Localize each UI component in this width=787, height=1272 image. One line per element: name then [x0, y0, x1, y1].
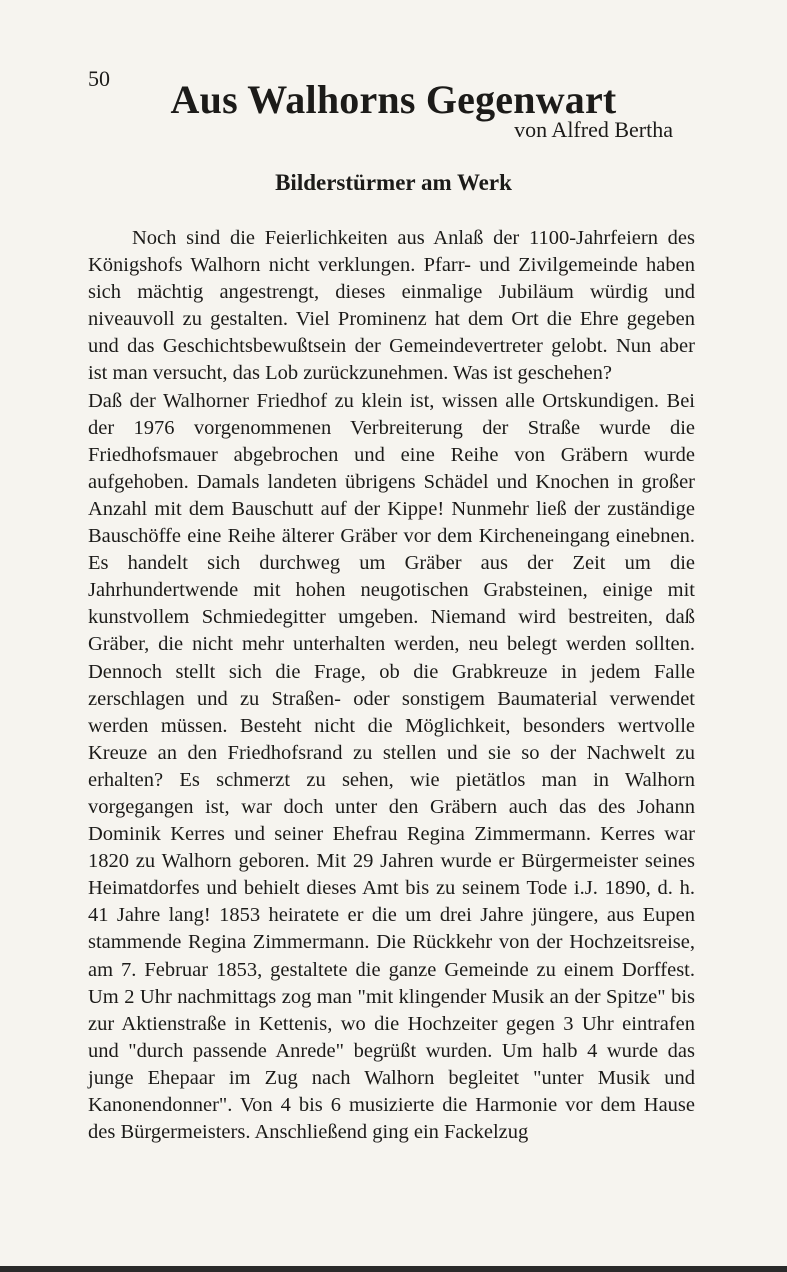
paragraph-1: Noch sind die Feierlichkeiten aus Anlaß der 1100-Jahrfeiern des Königshofs Walhorn nicht verklungen. Pfarr- und Zivilgemeinde haben sich mächtig angestrengt, dieses einmalige Jubiläum würdig und niveauvoll zu gestalten. Viel Prominenz hat dem Ort die Ehre gegeben und das Geschichtsbewußtsein der Gemeindevertreter gelobt. Nun aber ist man versucht, das Lob zurückzunehmen. Was ist geschehen?: [88, 227, 695, 385]
page-bottom-edge: [0, 1266, 787, 1272]
article-title: Aus Walhorns Gegenwart: [170, 77, 617, 122]
page-number: 50: [88, 66, 110, 91]
paragraph-2: Daß der Walhorner Friedhof zu klein ist, wissen alle Ortskundigen. Bei der 1976 vorgenommenen Verbreiterung der Straße wurde die Friedhofsmauer abgebrochen und eine Reihe von Gräbern wurde aufgehoben. Damals landeten übrigens Schädel und Knochen in großer Anzahl mit dem Bauschutt auf der Kippe! Nunmehr ließ der zuständige Bauschöffe eine Reihe älterer Gräber vor dem Kircheneingang einebnen. Es handelt sich durchweg um Gräber aus der Zeit um die Jahrhundertwende mit hohen neugotischen Grabsteinen, einige mit kunstvollem Schmiedegitter umgeben. Niemand wird bestreiten, daß Gräber, die nicht mehr unterhalten werden, neu belegt werden sollten. Dennoch stellt sich die Frage, ob die Grabkreuze in jedem Falle zerschlagen und zu Straßen- oder sonstigem Baumaterial verwendet werden müssen. Besteht nicht die Möglichkeit, besonders wertvolle Kreuze an den Friedhofsrand zu stellen und sie so der Nachwelt zu erhalten? Es schmerzt zu sehen, wie pietätlos man in Walhorn vorgegangen ist, war doch unter den Gräbern auch das des Johann Dominik Kerres und seiner Ehefrau Regina Zimmermann. Kerres war 1820 zu Walhorn geboren. Mit 29 Jahren wurde er Bürgermeister seines Heimatdorfes und behielt dieses Amt bis zu seinem Tode i.J. 1890, d. h. 41 Jahre lang! 1853 heiratete er die um drei Jahre jüngere, aus Eupen stammende Regina Zimmermann. Die Rückkehr von der Hochzeitsreise, am 7. Februar 1853, gestaltete die ganze Gemeinde zu einem Dorffest. Um 2 Uhr nachmittags zog man "mit klingender Musik an der Spitze" bis zur Aktienstraße in Kettenis, wo die Hochzeiter gegen 3 Uhr eintrafen und "durch passende Anrede" begrüßt wurden. Um halb 4 wurde das junge Ehepaar im Zug nach Walhorn begleitet "unter Musik und Kanonendonner". Von 4 bis 6 musizierte die Harmonie vor dem Hause des Bürgermeisters. Anschließend ging ein Fackelzug: [88, 389, 695, 1144]
author-byline: von Alfred Bertha: [514, 117, 673, 142]
article-body: [88, 225, 695, 1146]
section-subtitle: Bilderstürmer am Werk: [275, 170, 512, 195]
